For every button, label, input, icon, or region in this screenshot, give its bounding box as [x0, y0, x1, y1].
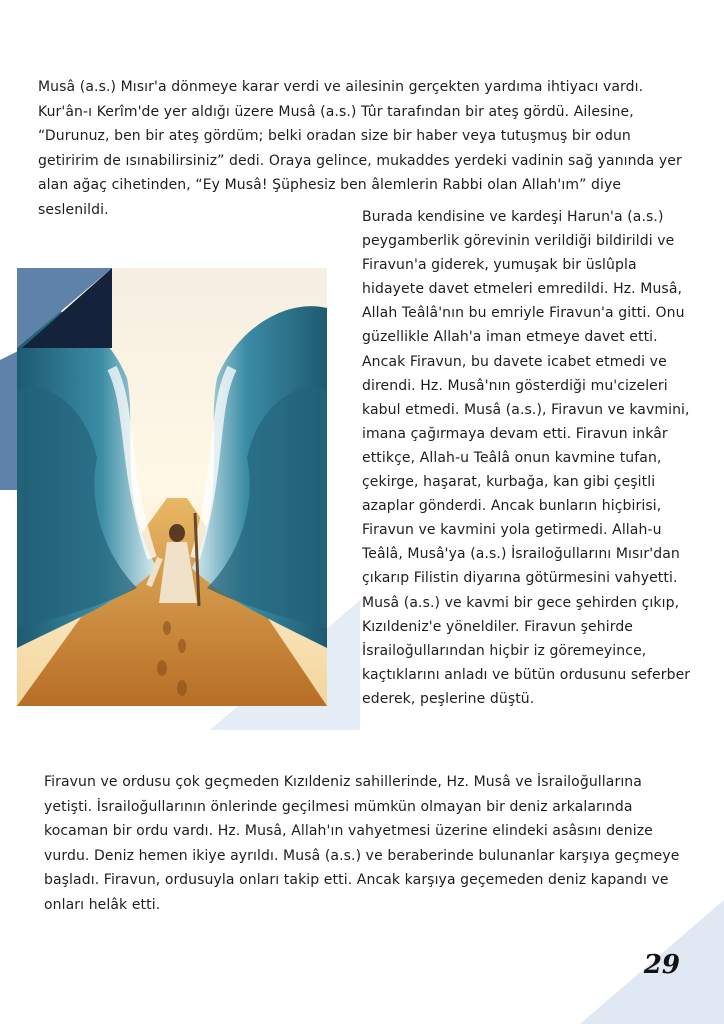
moses-parting-sea-illustration [17, 268, 327, 706]
page-number: 29 [643, 950, 680, 980]
paragraph-bottom: Firavun ve ordusu çok geçmeden Kızıldeniz sahillerinde, Hz. Musâ ve İsrailoğullarına yetişti. İsrailoğullarının önlerinde geçilmesi mümkün olmayan bir deniz arkalarında kocaman bir ordu vardı. Hz. Musâ, Allah'ın vahyetmesi üzerine elindeki asâsını denize vurdu. Deniz hemen ikiye ayrıldı. Musâ (a.s.) ve beraberinde bulunanlar karşıya geçmeye başladı. Firavun, ordusuyla onları takip etti. Ancak karşıya geçemeden deniz kapandı ve onları helâk etti. [44, 774, 680, 913]
paragraph-top: Musâ (a.s.) Mısır'a dönmeye karar verdi ve ailesinin gerçekten yardıma ihtiyacı vardı. Kur'ân-ı Kerîm'de yer aldığı üzere Musâ (a.s.) Tûr tarafından bir ateş gördü. Ailesine, “Durunuz, ben bir ateş gördüm; belki oradan size bir haber veya tutuşmuş bir odun getiririm de ısınabilirsiniz” dedi. Oraya gelince, mukaddes yerdeki vadinin sağ yanında yer alan ağaç cihetinden, “Ey Musâ! Şüphesiz ben âlemlerin Rabbi olan Allah'ım” diye seslenildi. [38, 79, 682, 218]
paragraph-side: Burada kendisine ve kardeşi Harun'a (a.s.) peygamberlik görevinin verildiği bildirildi ve Firavun'a giderek, yumuşak bir üslûpla hidayete davet etmeleri emredildi. Hz. Musâ, Allah Teâlâ'nın bu emriyle Firavun'a gitti. Onu güzellikle Allah'a iman etmeye davet etti. Ancak Firavun, bu davete icabet etmedi ve direndi. Hz. Musâ'nın gösterdiği mu'cizeleri kabul etmedi. Musâ (a.s.), Firavun ve kavmini, imana çağırmaya devam etti. Firavun inkâr ettikçe, Allah-u Teâlâ onun kavmine tufan, çekirge, haşarat, kurbağa, kan gibi çeşitli azaplar gönderdi. Ancak bunların hiçbirisi, Firavun ve kavmini yola getirmedi. Allah-u Teâlâ, Musâ'ya (a.s.) İsrailoğullarını Mısır'dan çıkarıp Filistin diyarına götürmesini vahyetti. Musâ (a.s.) ve kavmi bir gece şehirden çıkıp, Kızıldeniz'e yöneldiler. Firavun şehirde İsrailoğullarından hiçbir iz göremeyince, kaçtıklarını anladı ve bütün ordusunu seferber ederek, peşlerine düştü. [362, 209, 691, 707]
